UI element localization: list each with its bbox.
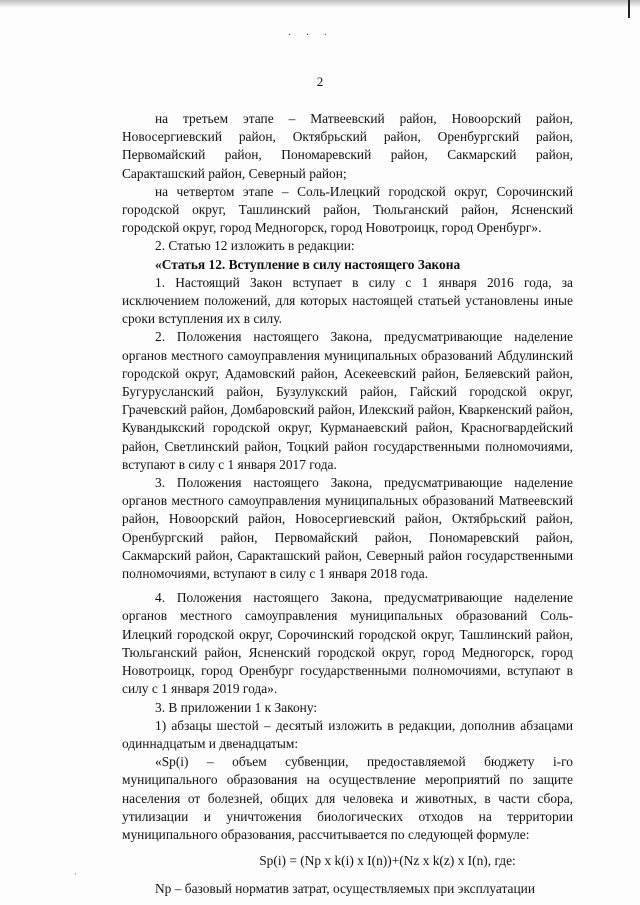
paragraph-appendix-item-1: 1) абзацы шестой – десятый изложить в редакции, дополнив абзацами одиннадцатым и двенадцатым:	[122, 717, 573, 751]
paragraph-np-definition: Np – базовый норматив затрат, осуществляемых при эксплуатации	[155, 881, 535, 897]
paragraph-article-12-part-3: 3. Положения настоящего Закона, предусматривающие наделение органов местного самоуправления муниципальных образований Матвеевский район, Новоорский район, Новосергиевский район, Октябрьский район, Оренбургский район, Первомайский район, Пономаревский район, Сакмарский район, Саракташский район, Северный район государственными полномочиями, вступают в силу с 1 января 2018 года.	[122, 475, 573, 582]
document-body	[122, 110, 573, 899]
paragraph-stage-four: на четвертом этапе – Соль-Илецкий городской округ, Сорочинский городской округ, Ташлинский район, Тюльганский район, Ясненский городской округ, город Медногорск, город Новотроицк, город Оренбург».	[122, 183, 573, 236]
paragraph-article-12-part-4: 4. Положения настоящего Закона, предусматривающие наделение органов местного самоуправления муниципальных образований Соль-Илецкий городской округ, Сорочинский городской округ, Ташлинский район, Тюльганский район, Ясненский городской округ, город Медногорск, город Новотроицк, город Оренбург государственными полномочиями, вступают в силу с 1 января 2019 года».	[122, 590, 573, 697]
article-12-heading: «Статья 12. Вступление в силу настоящего Закона	[155, 256, 461, 272]
scan-top-edge	[0, 0, 640, 8]
paragraph-article-12-part-1: 1. Настоящий Закон вступает в силу с 1 января 2016 года, за исключением положений, для которых настоящей статьей установлены иные сроки вступления их в силу.	[122, 274, 573, 327]
paragraph-stage-three: на третьем этапе – Матвеевский район, Новоорский район, Новосергиевский район, Октябрьский район, Оренбургский район, Первомайский район, Пономаревский район, Сакмарский район, Саракташский район, Северный район;	[122, 111, 573, 181]
scan-edge-mark	[628, 0, 630, 18]
paragraph-article-12-intro: 2. Статью 12 изложить в редакции:	[155, 238, 355, 254]
paragraph-article-12-part-2: 2. Положения настоящего Закона, предусматривающие наделение органов местного самоуправления муниципальных образований Абдулинский городской округ, Адамовский район, Асекеевский район, Беляевский район, Бугурусланский район, Бузулукский район, Гайский городской округ, Грачевский район, Домбаровский район, Илекский район, Кваркенский район, Кувандыкский городской округ, Курманаевский район, Красногвардейский район, Светлинский район, Тоцкий район государственными полномочиями, вступают в силу с 1 января 2017 года.	[122, 329, 573, 472]
scan-artifact-bottom: ·	[74, 870, 77, 879]
scan-artifact: · · ·	[288, 30, 333, 41]
formula: Sp(i) = (Np x k(i) x I(n))+(Nz x k(z) x I(n), где:	[259, 853, 516, 869]
paragraph-subvention-definition: «Sp(i) – объем субвенции, предоставляемой бюджету i-го муниципального образования на осуществление мероприятий по защите населения от болезней, общих для человека и животных, в части сбора, утилизации и уничтожения биологических отходов на территории муниципального образования, рассчитывается по следующей формуле:	[122, 754, 573, 842]
paragraph-appendix-intro: 3. В приложении 1 к Закону:	[155, 699, 318, 715]
page-number: 2	[316, 74, 324, 89]
